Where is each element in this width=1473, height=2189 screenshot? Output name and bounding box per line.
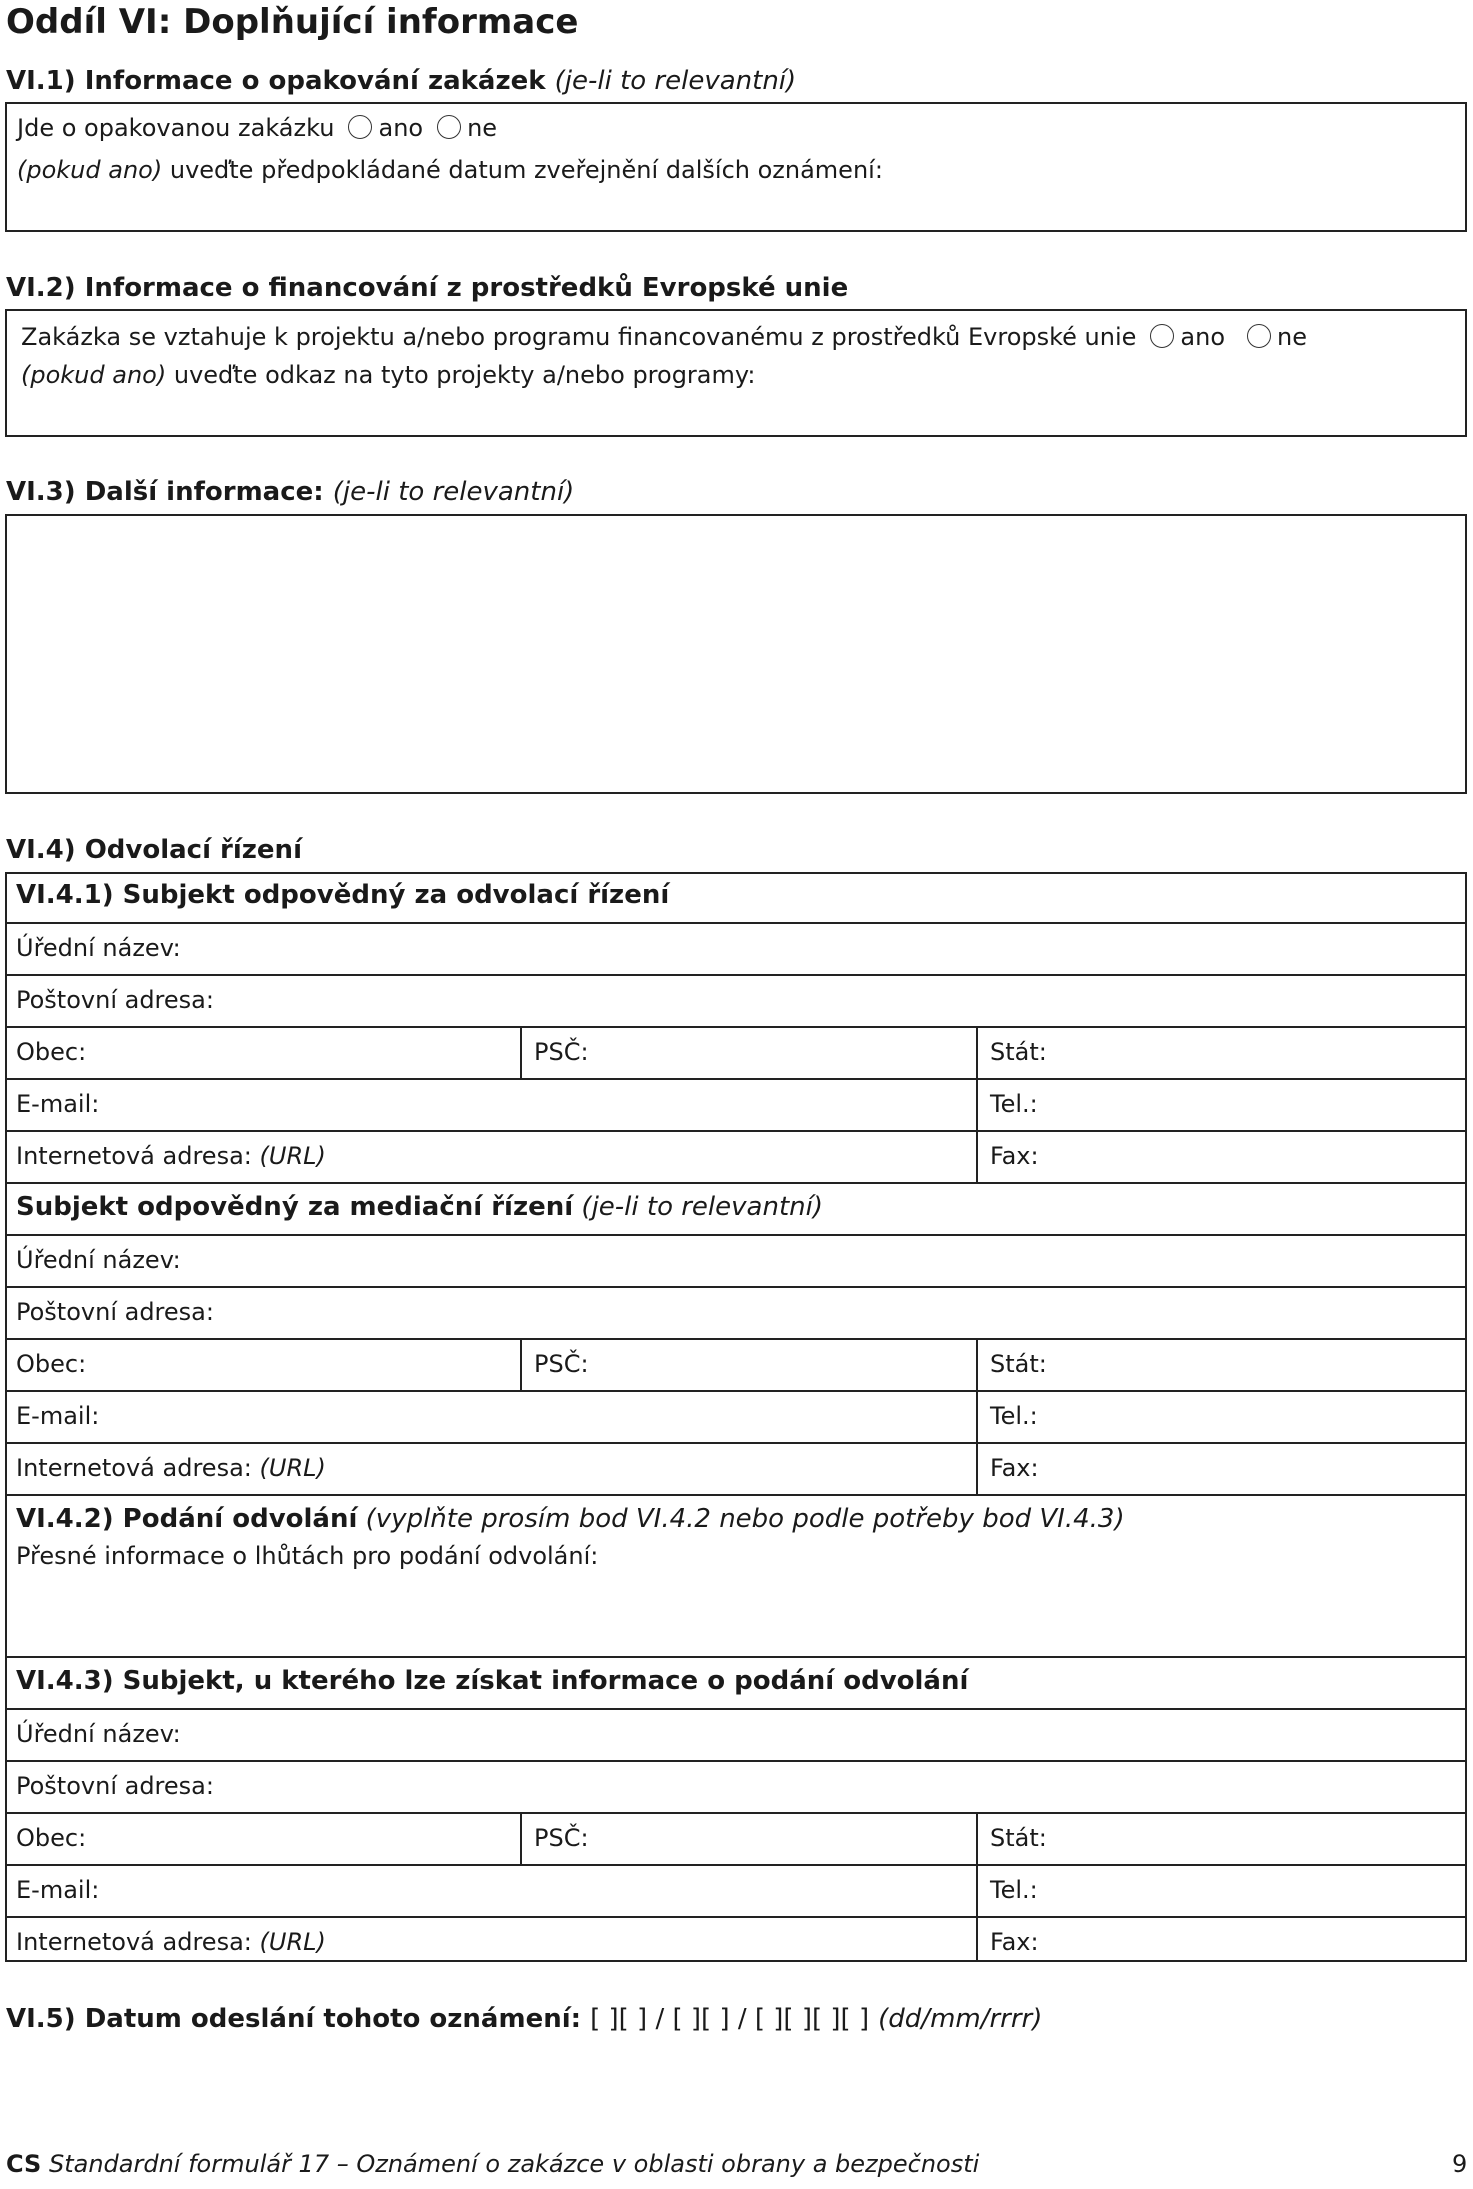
appeals-body-heading: VI.4.1) Subjekt odpovědný za odvolací řízení — [16, 880, 670, 910]
repeat-detail-line — [17, 156, 883, 184]
tel-label: Tel.: — [990, 1876, 1038, 1904]
postcode-label: PSČ: — [534, 1350, 589, 1378]
section-vi5-line — [6, 2004, 1042, 2034]
eu-yes-radio[interactable] — [1150, 324, 1174, 348]
official-name-label: Úřední název: — [16, 934, 181, 962]
appeals-official-name-row[interactable] — [5, 924, 1467, 976]
town-divider-2 — [976, 1028, 978, 1184]
info-postal-row[interactable] — [5, 1762, 1467, 1814]
eu-question: Zakázka se vztahuje k projektu a/nebo programu financovanému z prostředků Evropské unie — [21, 323, 1137, 351]
url-label: (URL) — [259, 1454, 326, 1482]
fax-label: Fax: — [990, 1928, 1039, 1956]
dispatch-date-boxes[interactable]: [ ][ ] / [ ][ ] / [ ][ ][ ][ ] — [590, 2004, 870, 2034]
info-body-heading: VI.4.3) Subjekt, u kterého lze získat informace o podání odvolání — [16, 1666, 969, 1696]
appeals-internet-row[interactable] — [5, 1132, 1467, 1184]
postal-label: Poštovní adresa: — [16, 1298, 214, 1326]
repeat-yes-radio[interactable] — [348, 115, 372, 139]
section-vi3-note: (je-li to relevantní) — [332, 477, 575, 507]
additional-info-box[interactable] — [5, 514, 1467, 794]
lodging-heading: VI.4.2) Podání odvolání — [16, 1504, 358, 1534]
internet-label: Internetová adresa: — [16, 1928, 252, 1956]
section-vi1-heading — [6, 66, 796, 96]
postcode-label: PSČ: — [534, 1038, 589, 1066]
eu-detail-line — [21, 361, 755, 389]
fax-label: Fax: — [990, 1142, 1039, 1170]
footer-lang: CS — [6, 2150, 42, 2178]
dispatch-date-format: (dd/mm/rrrr) — [878, 2004, 1043, 2034]
dispatch-date-heading: VI.5) Datum odeslání tohoto oznámení: — [6, 2004, 582, 2034]
section-vi1-note: (je-li to relevantní) — [554, 66, 797, 96]
town-label: Obec: — [16, 1038, 87, 1066]
footer — [6, 2150, 979, 2178]
appeals-email-row[interactable] — [5, 1080, 1467, 1132]
appeals-body-heading-row — [5, 872, 1467, 924]
section-vi1-title: VI.1) Informace o opakování zakázek — [6, 66, 546, 96]
official-name-label: Úřední název: — [16, 1246, 181, 1274]
mediation-official-name-row[interactable] — [5, 1236, 1467, 1288]
lodging-note: (vyplňte prosím bod VI.4.2 nebo podle potřeby bod VI.4.3) — [365, 1504, 1125, 1534]
section-vi2-heading: VI.2) Informace o financování z prostředků Evropské unie — [6, 273, 849, 303]
eu-detail-prefix: (pokud ano) — [21, 361, 167, 389]
info-town-divider-2 — [976, 1814, 978, 1962]
country-label: Stát: — [990, 1350, 1047, 1378]
appeals-postal-row[interactable] — [5, 976, 1467, 1028]
lodging-appeals-row[interactable] — [5, 1496, 1467, 1658]
lodging-heading-line — [16, 1504, 1125, 1534]
repeat-question-line — [17, 114, 497, 142]
mediation-heading: Subjekt odpovědný za mediační řízení — [16, 1192, 574, 1222]
section-vi1-box — [5, 102, 1467, 232]
mediation-postal-row[interactable] — [5, 1288, 1467, 1340]
town-divider-1 — [520, 1028, 522, 1080]
url-label: (URL) — [259, 1928, 326, 1956]
repeat-question: Jde o opakovanou zakázku — [17, 114, 335, 142]
section-vi4-heading: VI.4) Odvolací řízení — [6, 835, 302, 865]
page-number: 9 — [1452, 2150, 1468, 2178]
postal-label: Poštovní adresa: — [16, 1772, 214, 1800]
info-town-divider-1 — [520, 1814, 522, 1866]
footer-text: Standardní formulář 17 – Oznámení o zakázce v oblasti obrany a bezpečnosti — [48, 2150, 980, 2178]
info-body-heading-row — [5, 1658, 1467, 1710]
repeat-detail-prefix: (pokud ano) — [17, 156, 163, 184]
tel-label: Tel.: — [990, 1090, 1038, 1118]
lodging-detail: Přesné informace o lhůtách pro podání odvolání: — [16, 1542, 599, 1570]
internet-label-line — [16, 1454, 326, 1482]
info-town-row[interactable] — [5, 1814, 1467, 1866]
email-label: E-mail: — [16, 1090, 100, 1118]
eu-detail: uveďte odkaz na tyto projekty a/nebo programy: — [173, 361, 756, 389]
info-internet-row[interactable] — [5, 1918, 1467, 1962]
mediation-email-row[interactable] — [5, 1392, 1467, 1444]
internet-label-line — [16, 1928, 326, 1956]
mediation-heading-row — [5, 1184, 1467, 1236]
town-label: Obec: — [16, 1350, 87, 1378]
section-vi2-box — [5, 309, 1467, 437]
eu-no-radio[interactable] — [1247, 324, 1271, 348]
repeat-detail: uveďte předpokládané datum zveřejnění dalších oznámení: — [169, 156, 883, 184]
mediation-town-divider-1 — [520, 1340, 522, 1392]
url-label: (URL) — [259, 1142, 326, 1170]
eu-no-label: ne — [1277, 323, 1307, 351]
info-email-row[interactable] — [5, 1866, 1467, 1918]
section-vi3-heading — [6, 477, 574, 507]
official-name-label: Úřední název: — [16, 1720, 181, 1748]
tel-label: Tel.: — [990, 1402, 1038, 1430]
section-vi3-title: VI.3) Další informace: — [6, 477, 324, 507]
internet-label-line — [16, 1142, 326, 1170]
email-label: E-mail: — [16, 1402, 100, 1430]
page-title: Oddíl VI: Doplňující informace — [6, 2, 579, 42]
mediation-internet-row[interactable] — [5, 1444, 1467, 1496]
town-label: Obec: — [16, 1824, 87, 1852]
eu-question-line — [21, 323, 1307, 351]
repeat-yes-label: ano — [378, 114, 424, 142]
country-label: Stát: — [990, 1038, 1047, 1066]
postcode-label: PSČ: — [534, 1824, 589, 1852]
postal-label: Poštovní adresa: — [16, 986, 214, 1014]
info-official-name-row[interactable] — [5, 1710, 1467, 1762]
mediation-note: (je-li to relevantní) — [581, 1192, 823, 1222]
mediation-town-divider-2 — [976, 1340, 978, 1496]
fax-label: Fax: — [990, 1454, 1039, 1482]
repeat-no-radio[interactable] — [437, 115, 461, 139]
internet-label: Internetová adresa: — [16, 1454, 252, 1482]
appeals-town-row[interactable] — [5, 1028, 1467, 1080]
internet-label: Internetová adresa: — [16, 1142, 252, 1170]
eu-yes-label: ano — [1180, 323, 1226, 351]
mediation-heading-line — [16, 1192, 823, 1222]
country-label: Stát: — [990, 1824, 1047, 1852]
email-label: E-mail: — [16, 1876, 100, 1904]
repeat-no-label: ne — [467, 114, 498, 142]
mediation-town-row[interactable] — [5, 1340, 1467, 1392]
